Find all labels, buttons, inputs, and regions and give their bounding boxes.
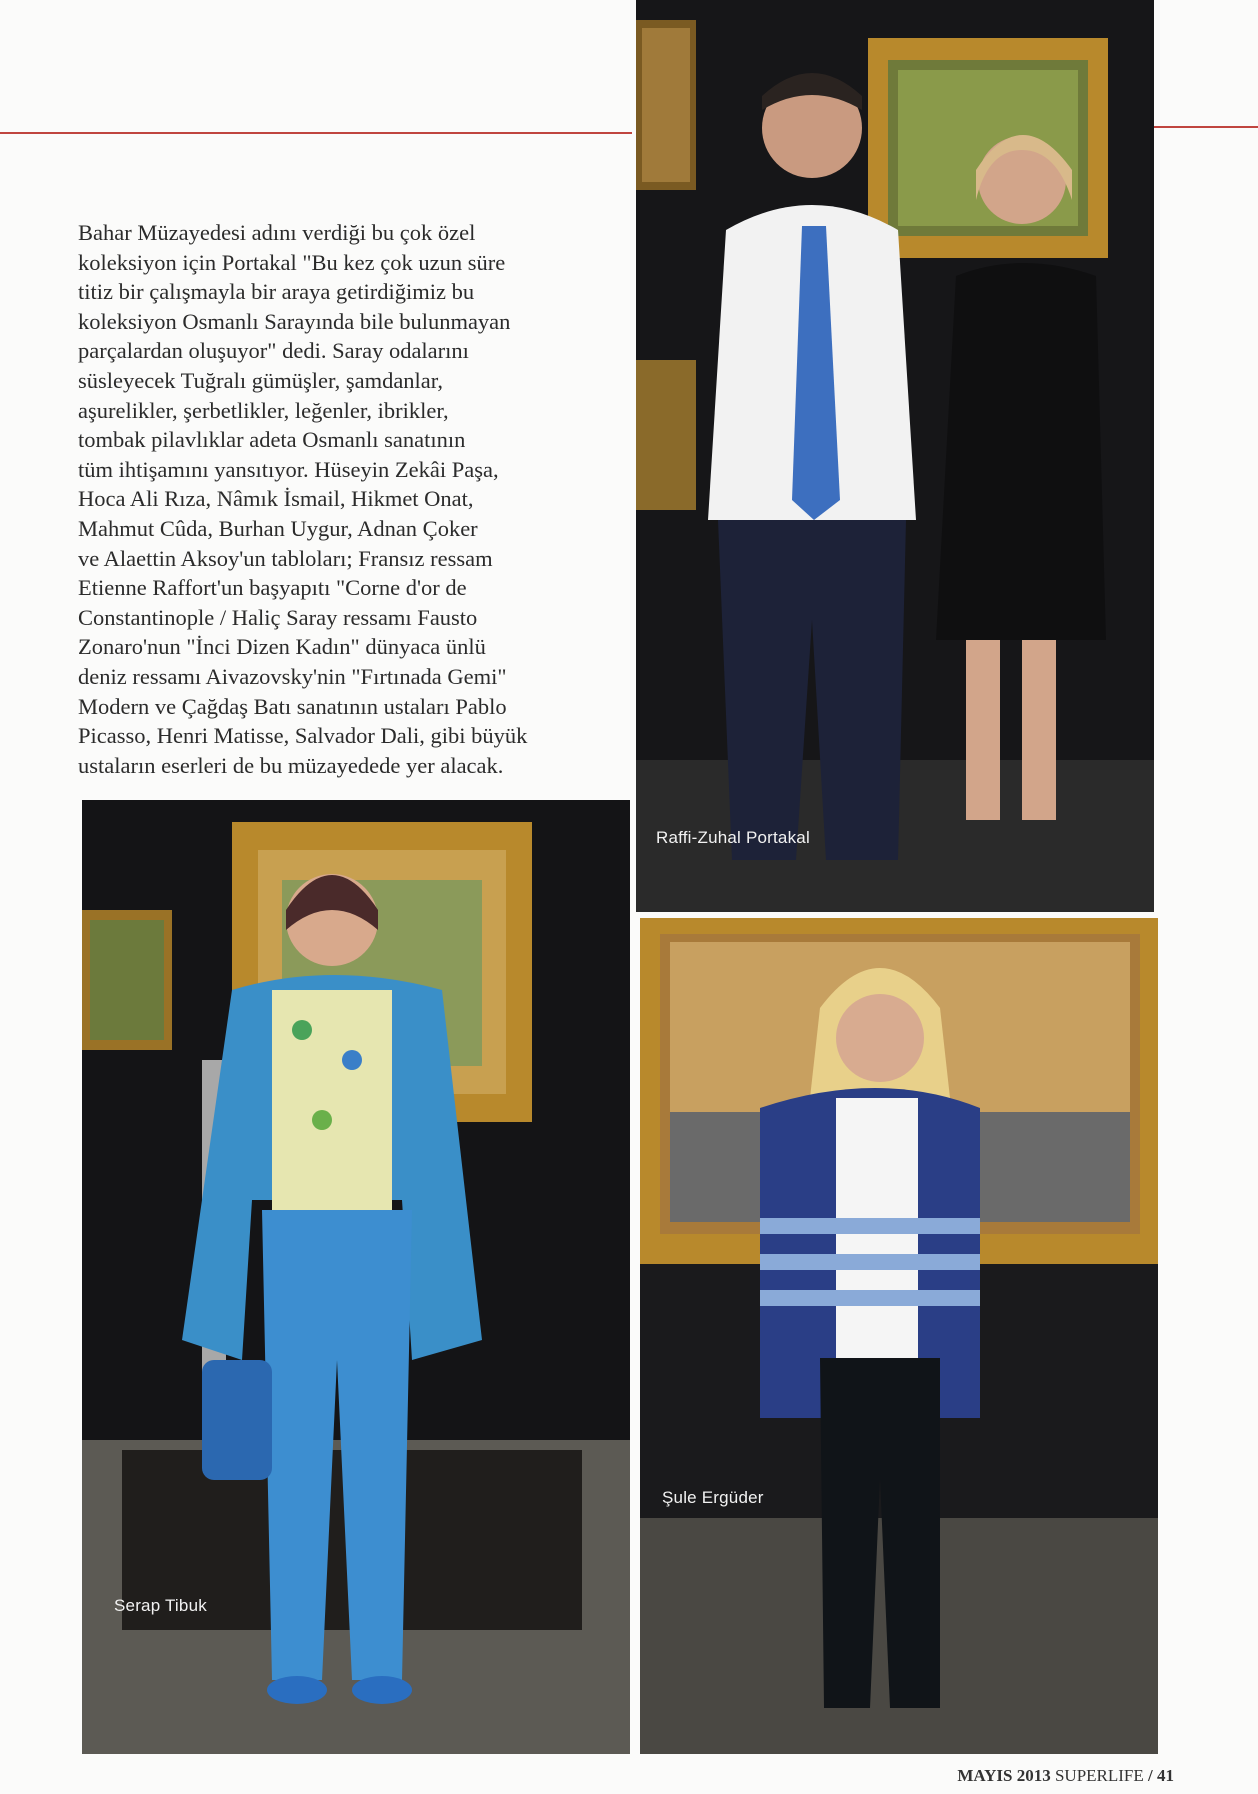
article-line: tombak pilavlıklar adeta Osmanlı sanatının: [78, 427, 466, 453]
article-line: süsleyecek Tuğralı gümüşler, şamdanlar,: [78, 367, 444, 393]
caption-raffi-zuhal: Raffi-Zuhal Portakal: [656, 828, 810, 847]
page-footer: [957, 1766, 1174, 1786]
article-body: [78, 218, 618, 780]
photo-portakal-couple-image: [636, 0, 1154, 912]
header-rule-left: [0, 132, 632, 134]
photo-sule-erguder: [640, 918, 1158, 1754]
article-line: Mahmut Cûda, Burhan Uygur, Adnan Çoker: [78, 515, 478, 541]
article-line: Picasso, Henri Matisse, Salvador Dali, gibi büyük: [78, 723, 528, 749]
article-line: aşurelikler, şerbetlikler, leğenler, ibrikler,: [78, 397, 449, 423]
article-line: ustaların eserleri de bu müzayedede yer alacak.: [78, 752, 504, 778]
article-line: koleksiyon Osmanlı Sarayında bile bulunmayan: [78, 308, 511, 334]
article-line: Constantinople / Haliç Saray ressamı Fausto: [78, 604, 478, 630]
article-line: Modern ve Çağdaş Batı sanatının ustaları Pablo: [78, 693, 507, 719]
photo-sule-erguder-image: [640, 918, 1158, 1754]
footer-page-number: / 41: [1148, 1766, 1174, 1785]
footer-magazine: SUPERLIFE: [1054, 1766, 1144, 1785]
footer-month-year: MAYIS 2013: [957, 1766, 1051, 1785]
article-line: parçalardan oluşuyor" dedi. Saray odalarını: [78, 338, 469, 364]
article-line: Etienne Raffort'un başyapıtı "Corne d'or de: [78, 575, 467, 601]
article-line: titiz bir çalışmayla bir araya getirdiğimiz bu: [78, 279, 475, 305]
article-line: Hoca Ali Rıza, Nâmık İsmail, Hikmet Onat,: [78, 486, 474, 512]
article-line: Bahar Müzayedesi adını verdiği bu çok özel: [78, 220, 476, 245]
article-line: deniz ressamı Aivazovsky'nin "Fırtınada Gemi": [78, 663, 507, 689]
photo-portakal-couple: [636, 0, 1154, 912]
article-line: Zonaro'nun "İnci Dizen Kadın" dünyaca ünlü: [78, 634, 486, 660]
article-line: koleksiyon için Portakal "Bu kez çok uzun süre: [78, 249, 506, 275]
article-line: ve Alaettin Aksoy'un tabloları; Fransız ressam: [78, 545, 493, 571]
caption-sule-erguder: Şule Ergüder: [662, 1488, 764, 1507]
article-line: tüm ihtişamını yansıtıyor. Hüseyin Zekâi Paşa,: [78, 456, 499, 482]
header-rule-right: [1150, 126, 1258, 128]
caption-serap-tibuk: Serap Tibuk: [114, 1596, 207, 1615]
photo-serap-tibuk: [82, 800, 630, 1754]
